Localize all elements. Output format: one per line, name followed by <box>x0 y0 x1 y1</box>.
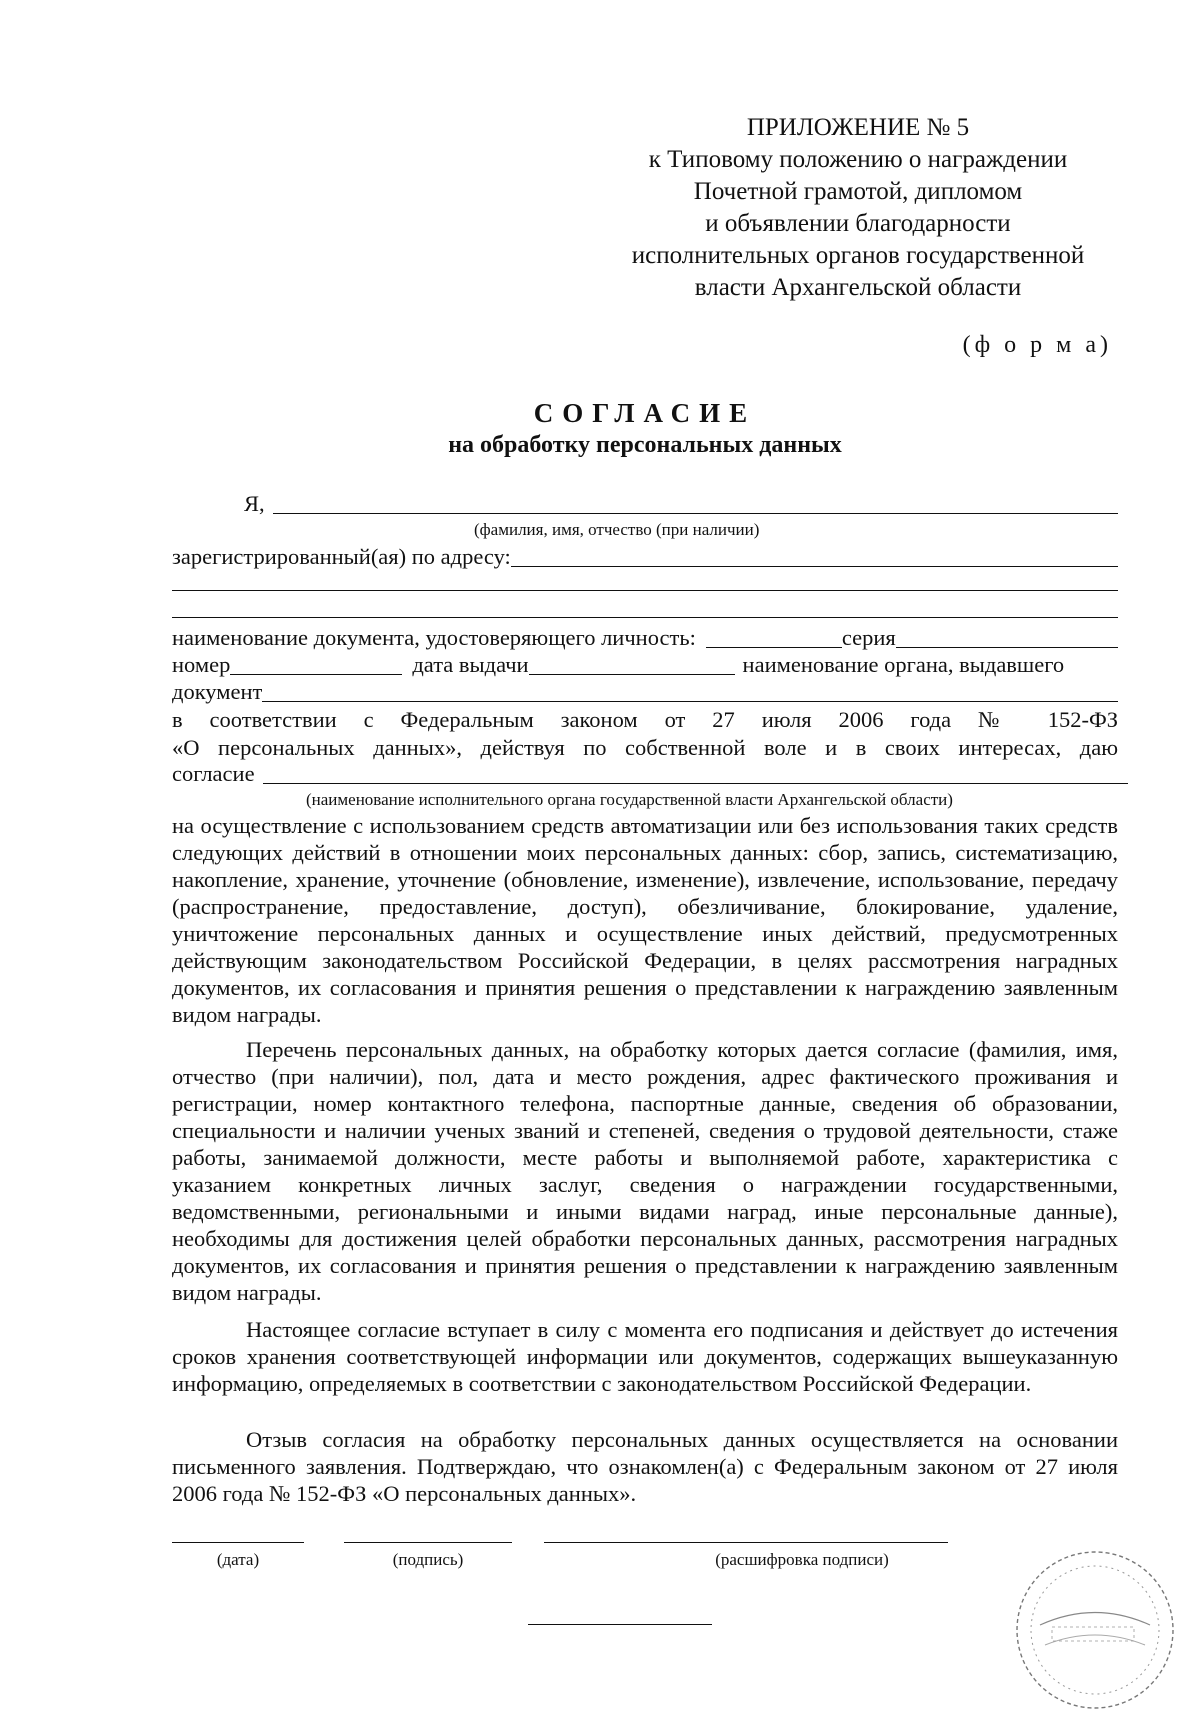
personal-data-list <box>172 1036 1118 1306</box>
organ-field[interactable] <box>263 763 1128 784</box>
paragraph-validity: Настоящее согласие вступает в силу с момента его подписания и действует до истечения сроков хранения соответствующей информации или документов, содержащих вышеуказанную информацию, определяемых в соответствии с законодательством Российской Федерации. <box>172 1317 1118 1396</box>
signature-decode-field[interactable] <box>544 1542 948 1543</box>
address-field[interactable] <box>511 546 1118 567</box>
header-line: ПРИЛОЖЕНИЕ № 5 <box>746 114 970 141</box>
bottom-rule <box>528 1624 712 1625</box>
id-number-row <box>172 651 1118 678</box>
consent-label: согласие <box>172 761 255 786</box>
header-line: Почетной грамотой, дипломом <box>693 178 1023 205</box>
organ-caption: (наименование исполнительного органа государственной власти Архангельской области) <box>306 790 953 809</box>
fio-row <box>172 490 1118 517</box>
issuer-label: наименование органа, выдавшего <box>742 652 1065 677</box>
header-line: и объявлении благодарности <box>705 210 1011 237</box>
doc-name-label: наименование документа, удостоверяющего личность: <box>172 625 696 650</box>
address-label: зарегистрированный(ая) по адресу: <box>172 544 511 569</box>
law-reference-line: в соответствии с Федеральным законом от 27 июля 2006 года № 152-ФЗ <box>172 707 1118 732</box>
paragraph-data-list: Перечень персональных данных, на обработку которых дается согласие (фамилия, имя, отчество (при наличии), пол, дата и место рождения, адрес фактического проживания и регистрации, номер контактного телефона, паспортные данные, сведения об образовании, специальности и наличии ученых званий и степеней, сведения о трудовой деятельности, стаже работы, занимаемой должности, месте работы и выполняемой работе, характеристика с указанием конкретных личных заслуг, сведения о награждении государственными, ведомственными, региональными и иными видами наград, иные персональные данные), необходимы для достижения целей обработки персональных данных, рассмотрения наградных документов, их согласования и принятия решения о представлении к награждению заявленным видом награды. <box>172 1037 1118 1305</box>
address-field-line-2[interactable] <box>172 590 1118 591</box>
document-subtitle: на обработку персональных данных <box>448 432 842 458</box>
address-field-line-3[interactable] <box>172 617 1118 618</box>
validity-section <box>172 1316 1118 1397</box>
document-title: СОГЛАСИЕ <box>533 398 757 428</box>
signature-decode-caption: (расшифровка подписи) <box>715 1550 889 1569</box>
fio-field[interactable] <box>273 493 1118 514</box>
series-field[interactable] <box>896 627 1118 648</box>
header-line: исполнительных органов государственной <box>631 242 1085 269</box>
law-reference-line-2: «О персональных данных», действуя по собственной воле и в своих интересах, даю <box>172 735 1118 760</box>
header-line: власти Архангельской области <box>694 274 1022 301</box>
consent-body <box>172 812 1118 1028</box>
consent-organ-row <box>172 760 1118 787</box>
appendix-header <box>578 112 1138 304</box>
form-label: (ф о р м а) <box>962 332 1112 358</box>
date-caption: (дата) <box>216 1550 260 1569</box>
document-label: документ <box>172 679 263 704</box>
header-line: к Типовому положению о награждении <box>648 146 1068 173</box>
issue-date-label: дата выдачи <box>412 652 529 677</box>
issuer-field[interactable] <box>262 681 1118 702</box>
signature-caption: (подпись) <box>392 1550 464 1569</box>
number-field[interactable] <box>230 654 402 675</box>
paragraph-actions: на осуществление с использованием средств автоматизации или без использования таких средств следующих действий в отношении моих персональных данных: сбор, запись, систематизацию, накопление, хранение, уточнение (обновление, изменение), извлечение, использование, передачу (распространение, предоставление, доступ), обезличивание, блокирование, удаление, уничтожение персональных данных и осуществление иных действий, предусмотренных действующим законодательством Российской Федерации, в целях рассмотрения наградных документов, их согласования и принятия решения о представлении к награждению заявленным видом награды. <box>172 813 1118 1027</box>
doc-name-field[interactable] <box>706 627 842 648</box>
issue-date-field[interactable] <box>529 654 735 675</box>
revocation-section <box>172 1426 1118 1507</box>
date-field[interactable] <box>172 1542 304 1543</box>
issuer-row <box>172 678 1118 705</box>
ya-label: Я, <box>244 491 265 516</box>
signature-field[interactable] <box>344 1542 512 1543</box>
series-label: серия <box>841 625 896 650</box>
fio-caption: (фамилия, имя, отчество (при наличии) <box>474 520 760 539</box>
number-label: номер <box>172 652 231 677</box>
round-stamp-icon <box>1010 1545 1180 1715</box>
id-document-row <box>172 624 1118 651</box>
address-row <box>172 543 1118 570</box>
paragraph-revocation: Отзыв согласия на обработку персональных данных осуществляется на основании письменного заявления. Подтверждаю, что ознакомлен(а) с Федеральным законом от 27 июля 2006 года № 152-ФЗ «О персональных данных». <box>172 1427 1118 1506</box>
